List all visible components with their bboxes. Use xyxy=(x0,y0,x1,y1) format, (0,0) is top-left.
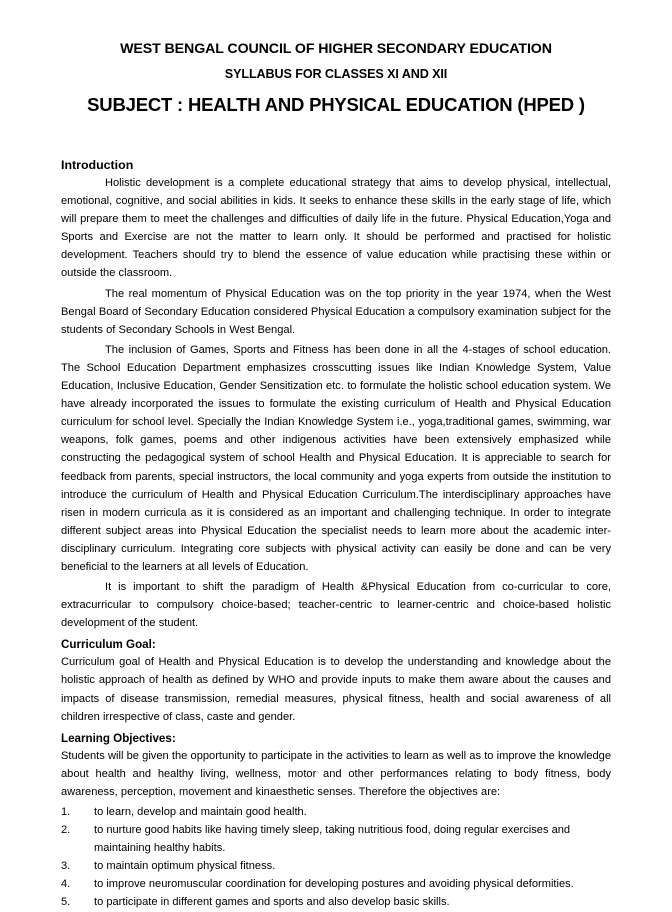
curriculum-goal-paragraph: Curriculum goal of Health and Physical Education is to develop the understanding and knowledge about the holistic approach of health as defined by WHO and provide inputs to make them aware about the causes and impacts of disease transmission, remedial measures, physical fitness, health and social awareness of all children irrespective of class, caste and gender. xyxy=(61,656,611,723)
list-item-number: 1. xyxy=(61,806,71,818)
list-item xyxy=(61,875,611,893)
learning-objectives-list xyxy=(61,803,611,912)
list-item-text: to participate in different games and sports and also develop basic skills. xyxy=(94,896,450,909)
council-name-heading: WEST BENGAL COUNCIL OF HIGHER SECONDARY EDUCATION xyxy=(120,41,552,57)
subject-title: SUBJECT : HEALTH AND PHYSICAL EDUCATION (HPED ) xyxy=(87,94,585,115)
curriculum-goal-heading: Curriculum Goal: xyxy=(61,638,156,652)
list-item xyxy=(61,821,611,857)
syllabus-subheading: SYLLABUS FOR CLASSES XI AND XII xyxy=(224,67,448,81)
list-item-text: to nurture good habits like having timely sleep, taking nutritious food, doing regular exercises and maintaining healthy habits. xyxy=(94,824,571,855)
list-item-text: to maintain optimum physical fitness. xyxy=(94,860,276,873)
list-item-number: 2. xyxy=(61,824,71,837)
list-item xyxy=(61,857,611,875)
introduction-heading: Introduction xyxy=(61,158,134,172)
list-item xyxy=(61,893,611,911)
list-item-number: 4. xyxy=(61,878,71,891)
introduction-paragraph-4: It is important to shift the paradigm of Health &Physical Education from co-curricular to core, extracurricular to compulsory choice-based; teacher-centric to learner-centric and choice-based holistic development of the student. xyxy=(61,581,611,630)
list-item-text: to improve neuromuscular coordination for developing postures and avoiding physical deformities. xyxy=(94,878,574,891)
list-item-text: to learn, develop and maintain good health. xyxy=(94,806,307,818)
introduction-paragraph-1: Holistic development is a complete educational strategy that aims to develop physical, intellectual, emotional, cognitive, and social abilities in kids. It seeks to enhance these skills in the early stage of life, which will prepare them to meet the challenges and difficulties of daily life in the future. Physical Education,Yoga and Sports and Exercise are not the matter to learn only. It should be performed and practised for holistic development. Teachers should try to blend the essence of value education while practising these within or outside the classroom. xyxy=(61,177,611,280)
list-item-number: 5. xyxy=(61,896,71,909)
list-item-number: 3. xyxy=(61,860,71,873)
introduction-paragraph-2: The real momentum of Physical Education was on the top priority in the year 1974, when the West Bengal Board of Secondary Education considered Physical Education a compulsory examination subject for the students of Secondary Schools in West Bengal. xyxy=(61,287,611,336)
introduction-paragraph-3: The inclusion of Games, Sports and Fitness has been done in all the 4-stages of school education. The School Education Department emphasizes crosscutting issues like Indian Knowledge System, Value Education, Inclusive Education, Gender Sensitization etc. to formulate the holistic school education system. We have already incorporated the issues to formulate the existing curriculum of Health and Physical Education curriculum for school level. Specially the Indian Knowledge System i.e., yoga,traditional games, swimming, war weapons, folk games, poems and other indigenous activities have been extensively emphasized while constructing the pedagogical system of school Health and Physical Education. It is appreciable to search for feedback from parents, special instructors, the local community and yoga experts from outside the institution to introduce the curriculum of Health and Physical Education Curriculum.The interdisciplinary approaches have risen in modern curricula as it is considered as an important and challenging technique. In order to integrate different subject areas into Physical Education the specialist needs to learn more about the academic inter-disciplinary curriculum. Integrating core subjects with physical activity can easily be done and can be very beneficial to the learners at all levels of Education. xyxy=(61,343,611,573)
document-content xyxy=(61,0,611,912)
list-item xyxy=(61,803,611,821)
learning-objectives-heading: Learning Objectives: xyxy=(61,731,176,745)
learning-objectives-intro: Students will be given the opportunity to participate in the activities to learn as well as to improve the knowledge about health and healthy living, wellness, motor and other performances relating to body fitness, body awareness, perception, movement and kinaesthetic senses. Therefore the objectives are: xyxy=(61,749,611,798)
